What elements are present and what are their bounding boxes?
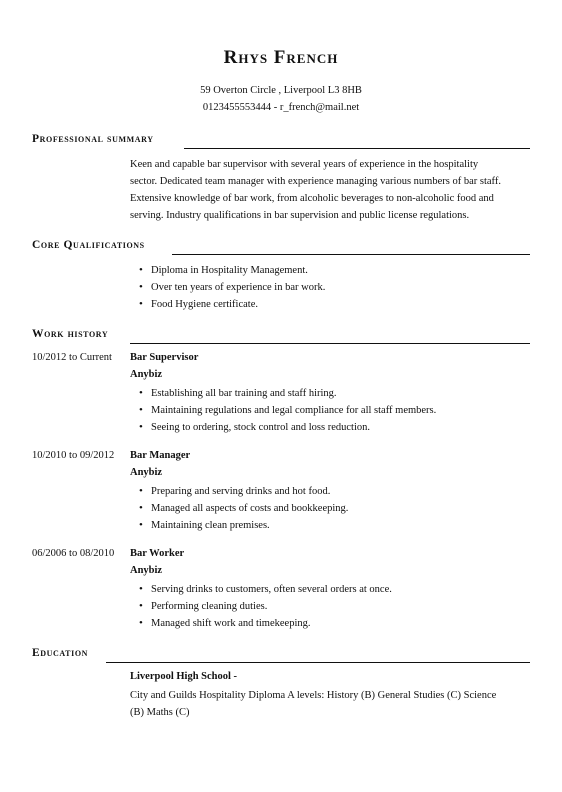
section-title: Professional summary xyxy=(32,133,154,145)
section-core-qualifications xyxy=(32,239,530,253)
job-dates: 10/2012 to Current xyxy=(32,352,112,363)
section-divider xyxy=(130,343,530,344)
list-item: • Maintaining clean premises. xyxy=(130,517,530,534)
job-duties-list xyxy=(130,483,530,534)
list-item: • Diploma in Hospitality Management. xyxy=(130,262,530,279)
section-divider xyxy=(106,662,530,663)
summary-line: Keen and capable bar supervisor with several years of experience in the hospitality xyxy=(130,159,479,170)
employer-name: Anybiz xyxy=(130,565,163,576)
summary-line: Extensive knowledge of bar work, from alcoholic beverages to non-alcoholic food and xyxy=(130,193,494,204)
summary-line: serving. Industry qualifications in bar supervision and public license regulations. xyxy=(130,210,470,221)
address-line: 59 Overton Circle , Liverpool L3 8HB xyxy=(200,85,362,96)
job-title: Bar Manager xyxy=(130,450,191,461)
qualifications-list xyxy=(130,262,530,313)
list-item: • Establishing all bar training and staff hiring. xyxy=(130,385,530,402)
section-divider xyxy=(172,254,530,255)
list-item: • Over ten years of experience in bar work. xyxy=(130,279,530,296)
summary-line: sector. Dedicated team manager with experience managing various numbers of bar staff. xyxy=(130,176,501,187)
job-dates: 10/2010 to 09/2012 xyxy=(32,450,115,461)
list-item: • Food Hygiene certificate. xyxy=(130,296,530,313)
employer-name: Anybiz xyxy=(130,369,163,380)
candidate-name: Rhys French xyxy=(223,47,339,68)
section-work-history xyxy=(32,328,530,342)
list-item: • Preparing and serving drinks and hot food. xyxy=(130,483,530,500)
section-divider xyxy=(184,148,530,149)
list-item: • Serving drinks to customers, often several orders at once. xyxy=(130,581,530,598)
education-details xyxy=(130,687,530,721)
education-line: City and Guilds Hospitality Diploma A levels: History (B) General Studies (C) Science xyxy=(130,690,497,701)
list-item: • Managed shift work and timekeeping. xyxy=(130,615,530,632)
list-item: • Maintaining regulations and legal compliance for all staff members. xyxy=(130,402,530,419)
job-title: Bar Supervisor xyxy=(130,352,199,363)
list-item: • Seeing to ordering, stock control and loss reduction. xyxy=(130,419,530,436)
education-line: (B) Maths (C) xyxy=(130,707,190,718)
job-title: Bar Worker xyxy=(130,548,185,559)
section-education xyxy=(32,647,530,661)
section-title: Education xyxy=(32,647,89,659)
summary-text xyxy=(130,156,530,224)
section-title: Work history xyxy=(32,328,109,340)
list-item: • Performing cleaning duties. xyxy=(130,598,530,615)
list-item: • Managed all aspects of costs and bookkeeping. xyxy=(130,500,530,517)
section-professional-summary xyxy=(32,133,530,147)
school-name: Liverpool High School - xyxy=(130,671,238,682)
job-duties-list xyxy=(130,581,530,632)
job-dates: 06/2006 to 08/2010 xyxy=(32,548,115,559)
section-title: Core Qualifications xyxy=(32,239,145,251)
contact-line: 0123455553444 - r_french@mail.net xyxy=(202,102,360,113)
employer-name: Anybiz xyxy=(130,467,163,478)
job-duties-list xyxy=(130,385,530,436)
